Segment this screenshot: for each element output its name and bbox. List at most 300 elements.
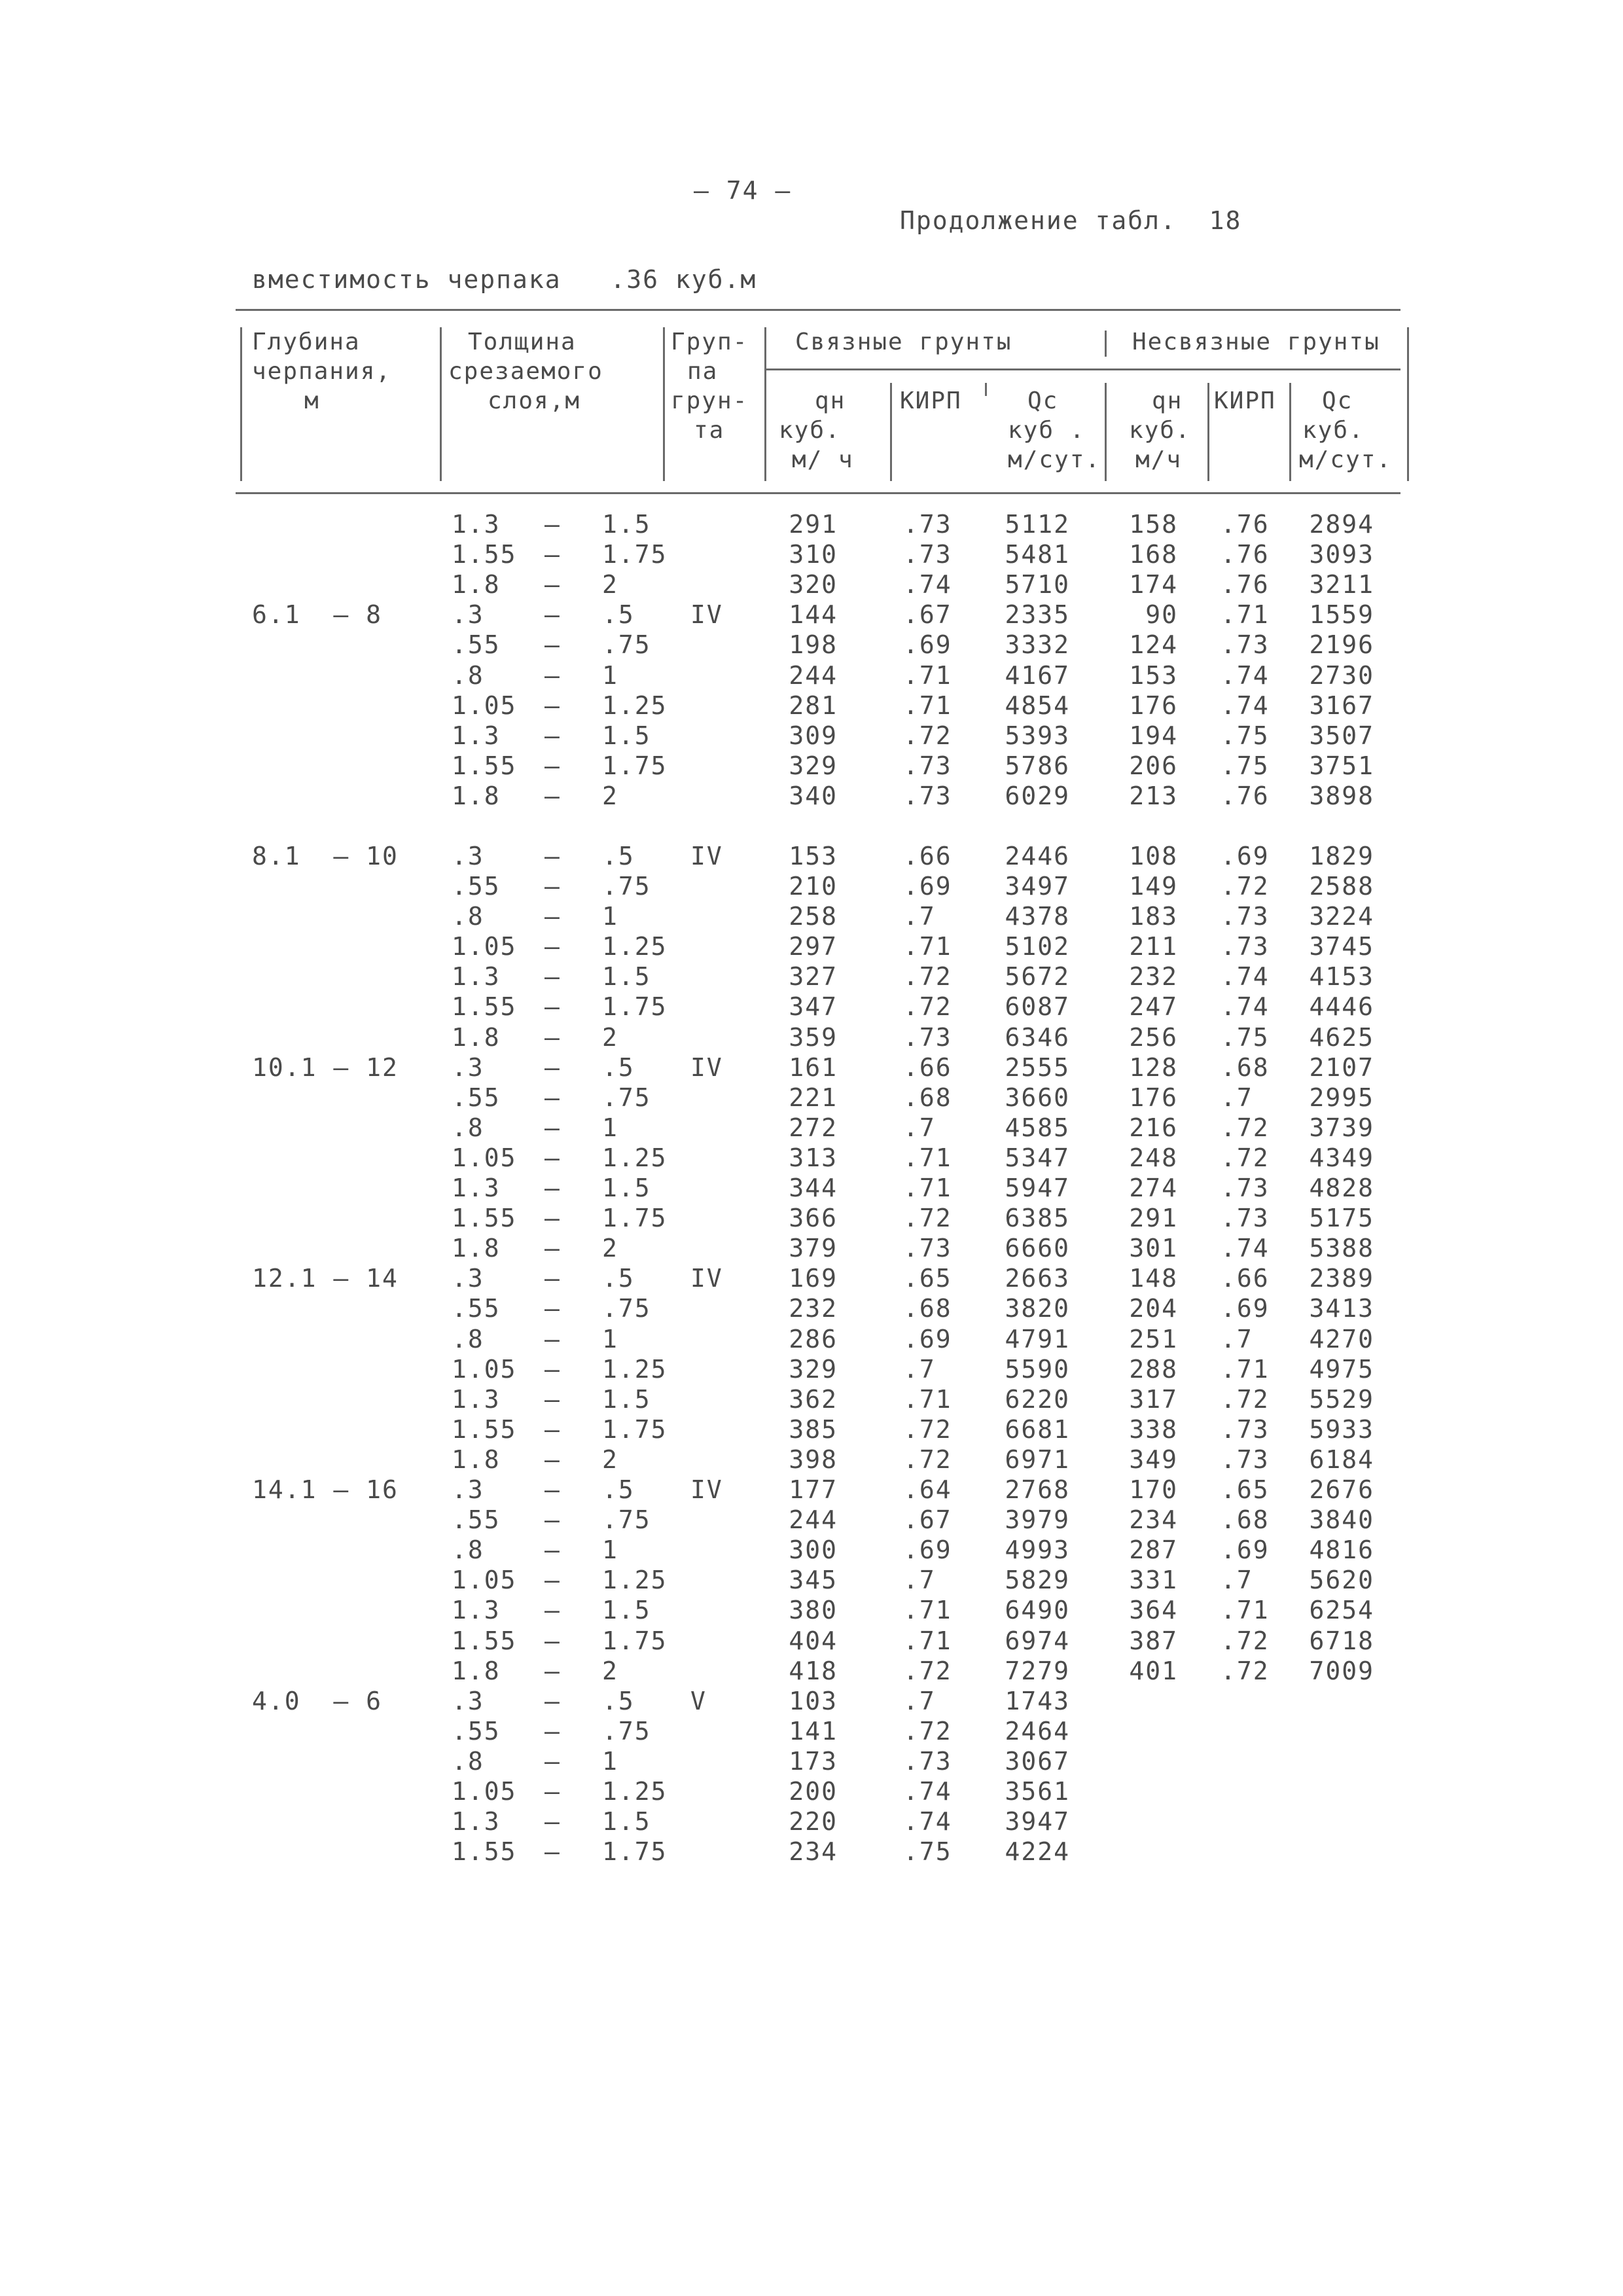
range-dash: –: [544, 1657, 561, 1685]
cell-qc: 1743: [1005, 1687, 1070, 1715]
cell-qn: 161: [789, 1053, 838, 1082]
range-dash: –: [544, 691, 561, 720]
cell-t1: 1.55: [452, 540, 517, 569]
cell-nqc: 3840: [1309, 1505, 1374, 1534]
cell-nkirp: .74: [1221, 992, 1270, 1021]
group-header-line: та: [694, 417, 725, 444]
cell-t1: 1.55: [452, 1415, 517, 1444]
header-divider: [1289, 383, 1291, 481]
cell-nkirp: .72: [1221, 1626, 1270, 1655]
cell-kirp: .7: [903, 1113, 936, 1142]
cell-t1: .3: [452, 842, 484, 870]
cell-nqn: 176: [1129, 691, 1178, 720]
cell-nkirp: .72: [1221, 1113, 1270, 1142]
range-dash: –: [544, 1687, 561, 1715]
cell-t2: 1: [602, 661, 618, 690]
cell-qn: 329: [789, 1355, 838, 1384]
cell-t2: .75: [602, 1294, 651, 1323]
cell-nqc: 3167: [1309, 691, 1374, 720]
cell-t1: 1.55: [452, 1837, 517, 1866]
range-dash: –: [544, 842, 561, 870]
cell-nqn: 153: [1129, 661, 1178, 690]
cell-nqc: 2588: [1309, 872, 1374, 901]
cell-kirp: .71: [903, 1385, 952, 1414]
cell-nkirp: .7: [1221, 1566, 1253, 1594]
depth-header-line: черпания,: [252, 358, 392, 385]
cell-qc: 5112: [1005, 510, 1070, 539]
cell-nqc: 5620: [1309, 1566, 1374, 1594]
range-dash: –: [544, 1385, 561, 1414]
cell-qc: 5672: [1005, 962, 1070, 991]
cell-kirp: .71: [903, 691, 952, 720]
cell-nqn: 148: [1129, 1264, 1178, 1293]
cell-qn: 418: [789, 1657, 838, 1685]
cell-qn: 221: [789, 1083, 838, 1112]
cell-qn: 329: [789, 751, 838, 780]
cell-kirp: .73: [903, 1023, 952, 1052]
cell-nqc: 4270: [1309, 1325, 1374, 1354]
cell-t1: 1.05: [452, 1777, 517, 1806]
header-divider: [890, 383, 892, 481]
cell-t2: .75: [602, 1717, 651, 1746]
cell-nqc: 4625: [1309, 1023, 1374, 1052]
cell-nqc: 4446: [1309, 992, 1374, 1021]
cell-nqc: 5529: [1309, 1385, 1374, 1414]
cell-t1: .3: [452, 1475, 484, 1504]
cell-depth: 10.1 – 12: [252, 1053, 399, 1082]
cell-qn: 210: [789, 872, 838, 901]
range-dash: –: [544, 1415, 561, 1444]
cell-nqc: 2995: [1309, 1083, 1374, 1112]
cell-nqn: 291: [1129, 1204, 1178, 1232]
cell-t1: 1.3: [452, 962, 501, 991]
cell-nkirp: .73: [1221, 630, 1270, 659]
range-dash: –: [544, 751, 561, 780]
cell-nqn: 213: [1129, 781, 1178, 810]
cell-qc: 5947: [1005, 1174, 1070, 1202]
cell-qc: 6681: [1005, 1415, 1070, 1444]
cell-qc: 3660: [1005, 1083, 1070, 1112]
cell-t2: 1.75: [602, 1204, 668, 1232]
cell-t2: 1: [602, 1747, 618, 1776]
cell-kirp: .72: [903, 962, 952, 991]
cell-qc: 6971: [1005, 1445, 1070, 1474]
cell-group: IV: [690, 1053, 723, 1082]
depth-header-line: Глубина: [252, 329, 361, 355]
cell-nkirp: .66: [1221, 1264, 1270, 1293]
cell-qn: 300: [789, 1535, 838, 1564]
cell-qc: 4167: [1005, 661, 1070, 690]
cell-nkirp: .73: [1221, 902, 1270, 931]
cell-t2: 2: [602, 1657, 618, 1685]
header-divider: [764, 327, 766, 481]
cell-nqn: 158: [1129, 510, 1178, 539]
group-header-line: па: [687, 358, 719, 385]
cell-t2: 1: [602, 1113, 618, 1142]
cell-t2: 1.5: [602, 1596, 651, 1624]
cell-t2: 2: [602, 781, 618, 810]
range-dash: –: [544, 1505, 561, 1534]
cell-nqc: 2107: [1309, 1053, 1374, 1082]
cell-nqc: 4816: [1309, 1535, 1374, 1564]
range-dash: –: [544, 1174, 561, 1202]
cell-qn: 169: [789, 1264, 838, 1293]
cell-kirp: .73: [903, 781, 952, 810]
cell-nkirp: .74: [1221, 691, 1270, 720]
cell-kirp: .74: [903, 1777, 952, 1806]
header-divider: [1407, 327, 1409, 481]
cell-qn: 327: [789, 962, 838, 991]
range-dash: –: [544, 1566, 561, 1594]
range-dash: –: [544, 932, 561, 961]
header-divider: [240, 327, 242, 481]
cell-qc: 2555: [1005, 1053, 1070, 1082]
cell-qn: 200: [789, 1777, 838, 1806]
cell-t2: 1.25: [602, 932, 668, 961]
cell-qc: 2768: [1005, 1475, 1070, 1504]
cell-t1: .8: [452, 902, 484, 931]
range-dash: –: [544, 1777, 561, 1806]
cell-t1: .3: [452, 1687, 484, 1715]
cell-qn: 313: [789, 1143, 838, 1172]
cell-nkirp: .69: [1221, 1535, 1270, 1564]
cell-nqn: 108: [1129, 842, 1178, 870]
cell-nqn: 194: [1129, 721, 1178, 750]
cell-t2: 1.25: [602, 1777, 668, 1806]
cell-kirp: .7: [903, 1687, 936, 1715]
cell-qc: 4993: [1005, 1535, 1070, 1564]
cell-qn: 380: [789, 1596, 838, 1624]
cell-nqn: 256: [1129, 1023, 1178, 1052]
cell-t2: 1.75: [602, 992, 668, 1021]
cell-kirp: .72: [903, 1415, 952, 1444]
cell-t2: .5: [602, 1264, 635, 1293]
cell-kirp: .67: [903, 1505, 952, 1534]
cell-nqn: 124: [1129, 630, 1178, 659]
qn-header-line: м/ ч: [792, 446, 854, 473]
cell-nqc: 5175: [1309, 1204, 1374, 1232]
cell-kirp: .68: [903, 1083, 952, 1112]
cell-qc: 5829: [1005, 1566, 1070, 1594]
range-dash: –: [544, 570, 561, 599]
table-continuation-label: Продолжение табл. 18: [900, 206, 1242, 235]
header-divider: [985, 383, 987, 396]
cell-t2: 1.75: [602, 1415, 668, 1444]
cell-qc: 6490: [1005, 1596, 1070, 1624]
cell-t2: 1.75: [602, 540, 668, 569]
range-dash: –: [544, 600, 561, 629]
range-dash: –: [544, 902, 561, 931]
kirp-header: КИРП: [900, 387, 962, 414]
cell-qn: 234: [789, 1837, 838, 1866]
cell-nqn: 234: [1129, 1505, 1178, 1534]
cell-t1: 1.8: [452, 781, 501, 810]
cell-qn: 232: [789, 1294, 838, 1323]
range-dash: –: [544, 1234, 561, 1263]
qc-header-line: куб .: [1008, 417, 1086, 444]
cell-nqc: 4975: [1309, 1355, 1374, 1384]
header-top-rule: [236, 309, 1400, 311]
cell-t2: 1.5: [602, 1385, 651, 1414]
cell-t2: 1.5: [602, 962, 651, 991]
cell-nqc: 1829: [1309, 842, 1374, 870]
group-header-line: грун-: [671, 387, 749, 414]
cell-group: IV: [690, 842, 723, 870]
header-divider: [1105, 331, 1107, 357]
cell-depth: 12.1 – 14: [252, 1264, 399, 1293]
cell-qn: 144: [789, 600, 838, 629]
thickness-header-line: срезаемого: [448, 358, 603, 385]
cell-t2: 1: [602, 1535, 618, 1564]
cell-nqc: 4153: [1309, 962, 1374, 991]
cell-kirp: .66: [903, 1053, 952, 1082]
cell-qc: 7279: [1005, 1657, 1070, 1685]
cell-nqc: 5388: [1309, 1234, 1374, 1263]
cell-nqn: 168: [1129, 540, 1178, 569]
cell-t1: .55: [452, 630, 501, 659]
cell-nkirp: .68: [1221, 1053, 1270, 1082]
range-dash: –: [544, 1053, 561, 1082]
range-dash: –: [544, 1325, 561, 1354]
qn-header-line: куб.: [779, 417, 841, 444]
cell-nkirp: .72: [1221, 1143, 1270, 1172]
cell-kirp: .71: [903, 1596, 952, 1624]
cell-t2: 1.25: [602, 1566, 668, 1594]
cell-group: IV: [690, 1475, 723, 1504]
cell-kirp: .72: [903, 992, 952, 1021]
cell-qn: 198: [789, 630, 838, 659]
cell-t1: 1.05: [452, 1566, 517, 1594]
cell-kirp: .67: [903, 600, 952, 629]
cell-qc: 5786: [1005, 751, 1070, 780]
cell-nkirp: .71: [1221, 600, 1270, 629]
cell-t1: 1.8: [452, 1657, 501, 1685]
cell-kirp: .73: [903, 540, 952, 569]
cell-t1: 1.3: [452, 721, 501, 750]
cell-t1: .55: [452, 1083, 501, 1112]
cell-t1: 1.8: [452, 1234, 501, 1263]
cell-nqc: 2389: [1309, 1264, 1374, 1293]
cell-nkirp: .76: [1221, 570, 1270, 599]
cell-qc: 4854: [1005, 691, 1070, 720]
cell-t2: .75: [602, 1505, 651, 1534]
cell-t2: 1.5: [602, 721, 651, 750]
cell-qn: 347: [789, 992, 838, 1021]
cell-t2: .5: [602, 1687, 635, 1715]
cell-qc: 5710: [1005, 570, 1070, 599]
cell-nqn: 364: [1129, 1596, 1178, 1624]
page-number: – 74 –: [694, 176, 792, 205]
cell-t2: 1.5: [602, 510, 651, 539]
cell-t1: .55: [452, 1717, 501, 1746]
range-dash: –: [544, 1445, 561, 1474]
cell-t1: 1.8: [452, 1445, 501, 1474]
qn-header-line: qн: [815, 387, 846, 414]
cell-nkirp: .7: [1221, 1325, 1253, 1354]
cell-qn: 173: [789, 1747, 838, 1776]
cell-nkirp: .73: [1221, 1174, 1270, 1202]
depth-header-line: м: [304, 387, 320, 414]
range-dash: –: [544, 1113, 561, 1142]
cell-qc: 2464: [1005, 1717, 1070, 1746]
cell-qn: 153: [789, 842, 838, 870]
cell-qn: 220: [789, 1807, 838, 1836]
cell-qn: 340: [789, 781, 838, 810]
cell-nqn: 248: [1129, 1143, 1178, 1172]
cell-t1: .55: [452, 1505, 501, 1534]
range-dash: –: [544, 1264, 561, 1293]
cell-kirp: .73: [903, 1234, 952, 1263]
cell-depth: 14.1 – 16: [252, 1475, 399, 1504]
cell-depth: 8.1 – 10: [252, 842, 399, 870]
cell-qn: 244: [789, 661, 838, 690]
cell-qc: 6385: [1005, 1204, 1070, 1232]
cell-t2: 2: [602, 570, 618, 599]
cell-kirp: .71: [903, 932, 952, 961]
range-dash: –: [544, 1717, 561, 1746]
cell-nqc: 3413: [1309, 1294, 1374, 1323]
header-divider: [663, 327, 665, 481]
cell-group: IV: [690, 1264, 723, 1293]
header-divider: [1207, 383, 1209, 481]
cell-qc: 6660: [1005, 1234, 1070, 1263]
cell-nkirp: .75: [1221, 721, 1270, 750]
cell-nkirp: .74: [1221, 962, 1270, 991]
range-dash: –: [544, 1807, 561, 1836]
cell-kirp: .74: [903, 1807, 952, 1836]
cell-nqn: 401: [1129, 1657, 1178, 1685]
cell-t2: 1.75: [602, 1837, 668, 1866]
cell-kirp: .74: [903, 570, 952, 599]
noncohesive-qn-header-line: qн: [1152, 387, 1183, 414]
cell-kirp: .71: [903, 1174, 952, 1202]
cell-qc: 2335: [1005, 600, 1070, 629]
cell-kirp: .68: [903, 1294, 952, 1323]
cell-nkirp: .76: [1221, 510, 1270, 539]
range-dash: –: [544, 1475, 561, 1504]
cell-kirp: .73: [903, 510, 952, 539]
cell-qc: 6220: [1005, 1385, 1070, 1414]
noncohesive-qc-header-line: м/сут.: [1299, 446, 1393, 473]
cell-nkirp: .73: [1221, 1445, 1270, 1474]
range-dash: –: [544, 1143, 561, 1172]
cell-nkirp: .76: [1221, 781, 1270, 810]
cell-kirp: .69: [903, 872, 952, 901]
noncohesive-qn-header-line: куб.: [1129, 417, 1191, 444]
cell-kirp: .7: [903, 1566, 936, 1594]
range-dash: –: [544, 1023, 561, 1052]
cell-nqn: 301: [1129, 1234, 1178, 1263]
cell-t1: 1.55: [452, 992, 517, 1021]
header-divider: [1105, 383, 1107, 481]
range-dash: –: [544, 1837, 561, 1866]
cell-kirp: .73: [903, 751, 952, 780]
cell-kirp: .72: [903, 1445, 952, 1474]
cell-t1: 1.05: [452, 1143, 517, 1172]
cell-qc: 5102: [1005, 932, 1070, 961]
cell-qc: 6087: [1005, 992, 1070, 1021]
cell-nqc: 4349: [1309, 1143, 1374, 1172]
cell-kirp: .72: [903, 721, 952, 750]
cell-qn: 344: [789, 1174, 838, 1202]
cell-nkirp: .75: [1221, 1023, 1270, 1052]
cell-nqn: 149: [1129, 872, 1178, 901]
cell-qn: 362: [789, 1385, 838, 1414]
bucket-capacity-label: вместимость черпака .36 куб.м: [252, 265, 757, 294]
cell-qc: 3561: [1005, 1777, 1070, 1806]
cell-nkirp: .72: [1221, 1657, 1270, 1685]
cell-t1: .8: [452, 1747, 484, 1776]
cell-t1: 1.8: [452, 1023, 501, 1052]
cell-qn: 281: [789, 691, 838, 720]
cell-nqn: 232: [1129, 962, 1178, 991]
cell-nqn: 247: [1129, 992, 1178, 1021]
group-header-line: Груп-: [671, 329, 749, 355]
cell-nqc: 7009: [1309, 1657, 1374, 1685]
cell-qc: 3979: [1005, 1505, 1070, 1534]
cell-qc: 3067: [1005, 1747, 1070, 1776]
cell-nkirp: .7: [1221, 1083, 1253, 1112]
cell-qn: 286: [789, 1325, 838, 1354]
noncohesive-qc-header-line: Qс: [1322, 387, 1353, 414]
cell-nqn: 287: [1129, 1535, 1178, 1564]
cohesive-soils-header: Связные грунты: [795, 329, 1012, 355]
cell-kirp: .69: [903, 1325, 952, 1354]
range-dash: –: [544, 1355, 561, 1384]
range-dash: –: [544, 1596, 561, 1624]
cell-t2: 1.25: [602, 691, 668, 720]
cell-nkirp: .73: [1221, 1415, 1270, 1444]
cell-kirp: .72: [903, 1204, 952, 1232]
range-dash: –: [544, 661, 561, 690]
cell-t2: .5: [602, 1053, 635, 1082]
cell-t1: 1.3: [452, 1596, 501, 1624]
cell-group: V: [690, 1687, 707, 1715]
cell-qn: 291: [789, 510, 838, 539]
cell-qc: 4585: [1005, 1113, 1070, 1142]
cell-t1: .3: [452, 600, 484, 629]
cell-nqn: 317: [1129, 1385, 1178, 1414]
cell-kirp: .69: [903, 630, 952, 659]
cell-qn: 310: [789, 540, 838, 569]
cell-nqc: 3224: [1309, 902, 1374, 931]
cell-nqn: 90: [1145, 600, 1178, 629]
cell-nkirp: .72: [1221, 872, 1270, 901]
cell-t2: 1.25: [602, 1143, 668, 1172]
cell-t2: 1.75: [602, 1626, 668, 1655]
cell-qc: 6974: [1005, 1626, 1070, 1655]
range-dash: –: [544, 962, 561, 991]
cell-t1: .3: [452, 1264, 484, 1293]
cell-t2: 1: [602, 1325, 618, 1354]
cell-depth: 6.1 – 8: [252, 600, 383, 629]
cell-qc: 5481: [1005, 540, 1070, 569]
cell-kirp: .71: [903, 661, 952, 690]
range-dash: –: [544, 992, 561, 1021]
cell-group: IV: [690, 600, 723, 629]
qc-header-line: м/сут.: [1008, 446, 1101, 473]
cell-qn: 272: [789, 1113, 838, 1142]
cell-qn: 309: [789, 721, 838, 750]
cell-nqn: 183: [1129, 902, 1178, 931]
cell-nqn: 274: [1129, 1174, 1178, 1202]
cell-nqn: 176: [1129, 1083, 1178, 1112]
cell-t2: 1: [602, 902, 618, 931]
cell-qn: 359: [789, 1023, 838, 1052]
qc-header-line: Qс: [1027, 387, 1059, 414]
cell-nqc: 2196: [1309, 630, 1374, 659]
cell-t1: .55: [452, 872, 501, 901]
